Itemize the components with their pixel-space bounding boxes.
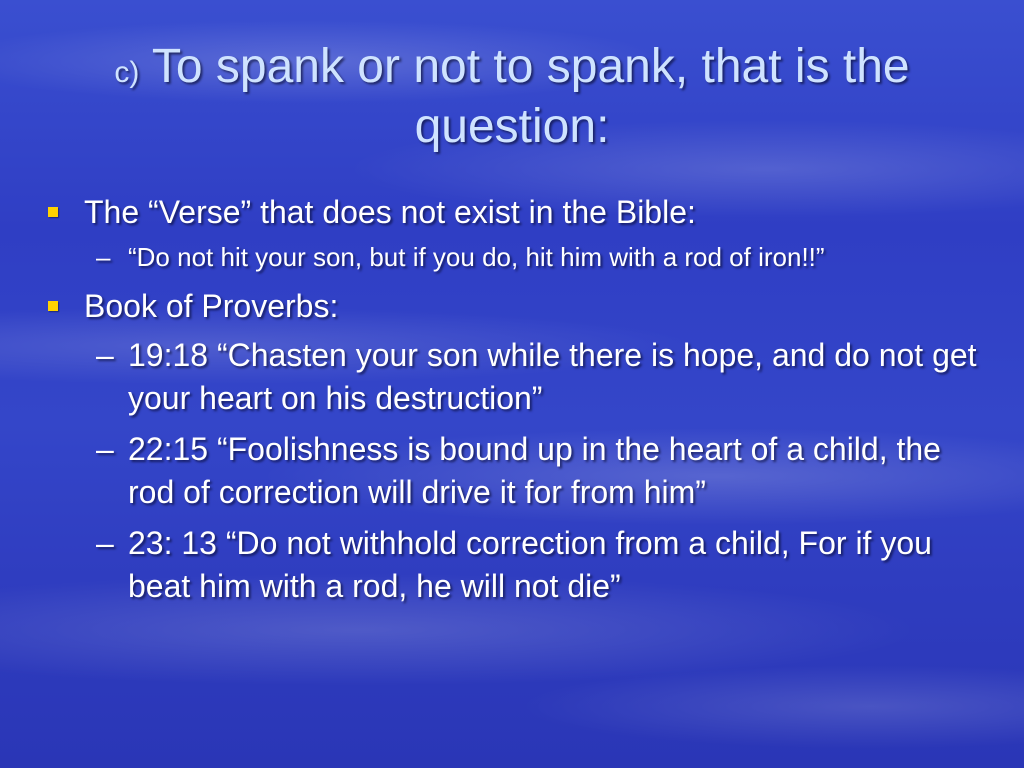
- bullet-item: [44, 192, 984, 232]
- sub-bullet-text: 22:15 “Foolishness is bound up in the heart of a child, the rod of correction will drive it for from him”: [128, 431, 941, 510]
- sub-bullet-item: [44, 428, 984, 514]
- title-text: To spank or not to spank, that is the question:: [151, 40, 910, 153]
- dash-marker: –: [96, 337, 114, 373]
- sub-bullet-text: 19:18 “Chasten your son while there is hope, and do not get your heart on his destruction”: [128, 337, 977, 416]
- slide-title: [40, 40, 984, 154]
- sub-bullet-text: 23: 13 “Do not withhold correction from a child, For if you beat him with a rod, he will not die”: [128, 525, 932, 604]
- dash-marker: –: [96, 525, 114, 561]
- square-bullet-icon: [48, 207, 58, 217]
- sub-bullet-item: [44, 240, 984, 274]
- sub-bullet-text: “Do not hit your son, but if you do, hit him with a rod of iron!!”: [128, 242, 825, 272]
- title-prefix: c): [114, 56, 140, 89]
- square-bullet-icon: [48, 301, 58, 311]
- dash-marker: –: [96, 242, 111, 272]
- dash-marker: –: [96, 431, 114, 467]
- sub-bullet-item: [44, 522, 984, 608]
- bullet-text: Book of Proverbs:: [84, 288, 339, 324]
- bullet-item: [44, 286, 984, 326]
- sub-bullet-item: [44, 334, 984, 420]
- bullet-text: The “Verse” that does not exist in the Bible:: [84, 194, 696, 230]
- slide-body: [44, 192, 984, 616]
